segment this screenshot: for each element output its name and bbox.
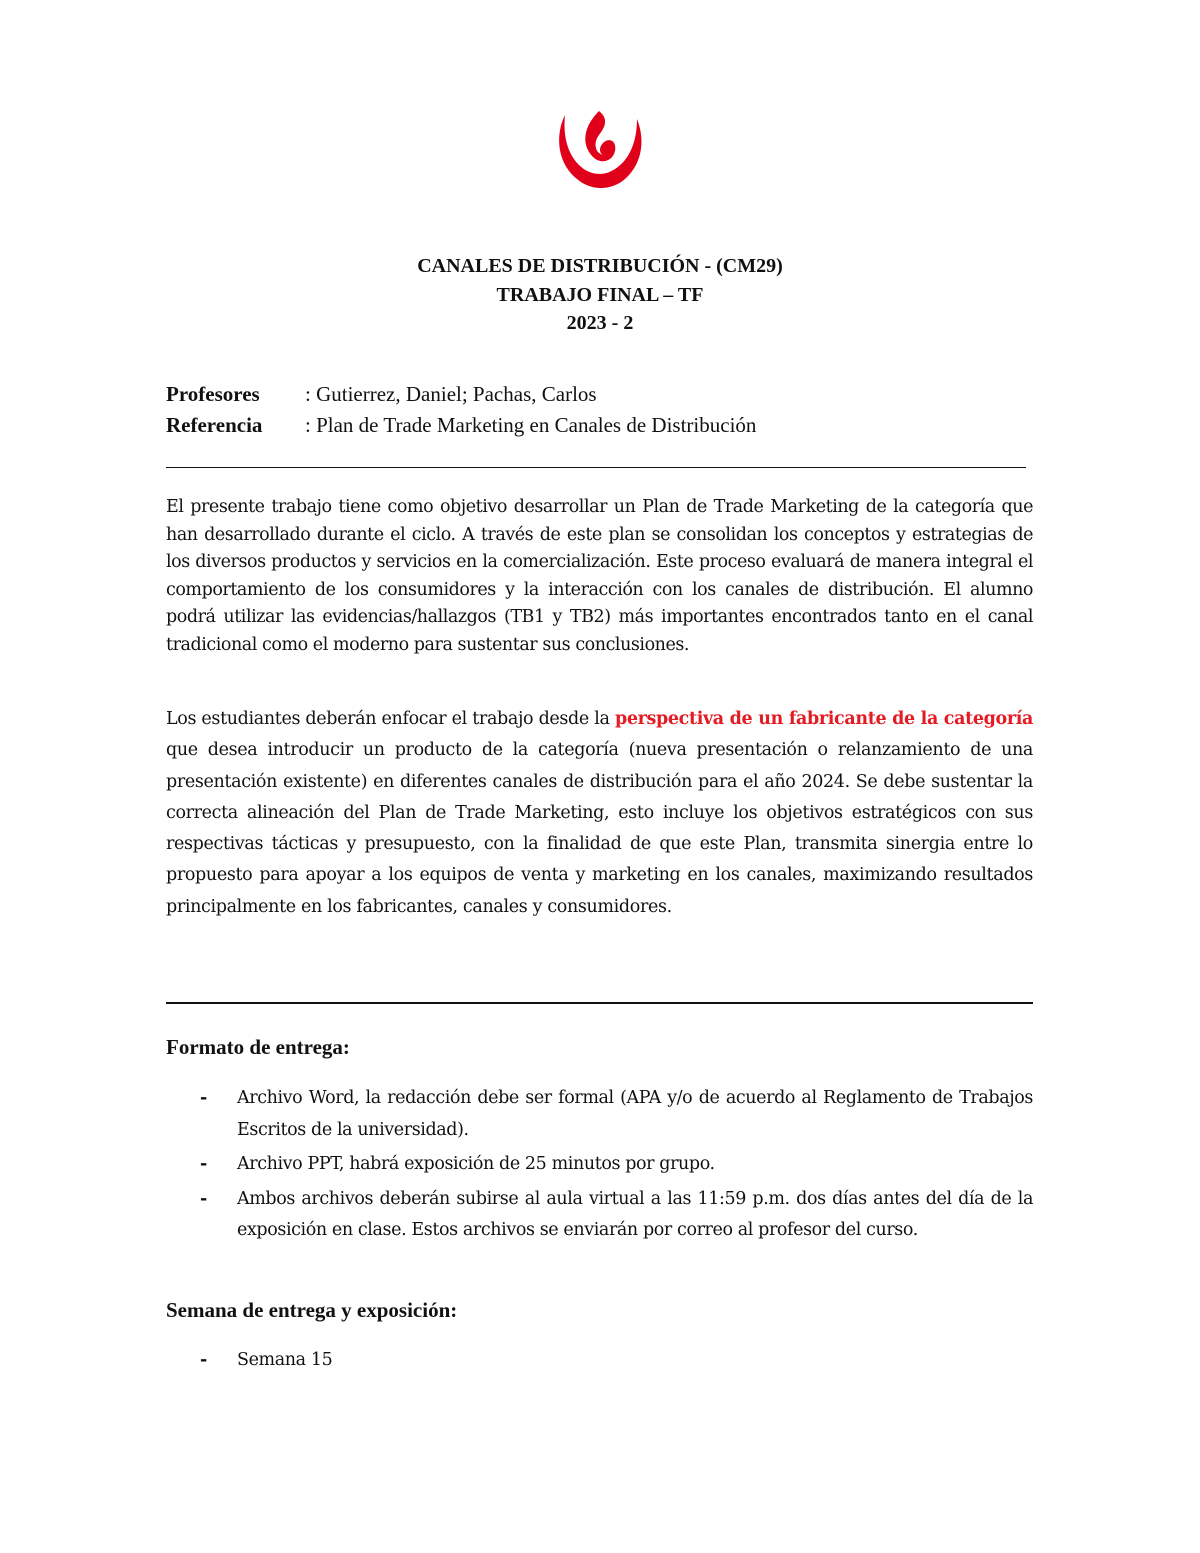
delivery-week-list	[166, 1345, 1033, 1380]
list-item	[166, 1083, 1033, 1146]
list-item	[166, 1184, 1033, 1247]
intro-paragraph: El presente trabajo tiene como objetivo desarrollar un Plan de Trade Marketing de la categoría que han desarrollado durante el ciclo. A través de este plan se consolidan los conceptos y estrategias de los diversos productos y servicios en la comercialización. Este proceso evaluará de manera integral el comportamiento de los consumidores y la interacción con los canales de distribución. El alumno podrá utilizar las evidencias/hallazgos (TB1 y TB2) más importantes encontrados tanto en el canal tradicional como el moderno para sustentar sus conclusiones.	[166, 497, 1033, 655]
reference-value: : Plan de Trade Marketing en Canales de Distribución	[305, 413, 757, 437]
bullet-dash: -	[200, 1088, 207, 1108]
perspective-rest: que desea introducir un producto de la categoría (nueva presentación o relanzamiento de una presentación existente) en diferentes canales de distribución para el año 2024. Se debe sustentar la correcta alineación del Plan de Trade Marketing, esto incluye los objetivos estratégicos con sus respectivas tácticas y presupuesto, con la finalidad de que este Plan, transmita sinergia entre lo propuesto para apoyar a los equipos de venta y marketing en los canales, maximizando resultados principalmente en los fabricantes, canales y consumidores.	[166, 740, 1033, 917]
delivery-format-list	[166, 1083, 1033, 1250]
list-item	[166, 1345, 1033, 1377]
professors-label: Profesores	[166, 382, 260, 406]
delivery-week-title: Semana de entrega y exposición:	[166, 1298, 458, 1322]
perspective-paragraph	[166, 704, 1033, 923]
perspective-intro: Los estudiantes deberán enfocar el trabajo desde la	[166, 709, 615, 729]
professors-value: : Gutierrez, Daniel; Pachas, Carlos	[305, 382, 597, 406]
term-label: 2023 - 2	[566, 312, 634, 334]
list-item	[166, 1149, 1033, 1181]
university-logo-icon	[553, 107, 645, 191]
perspective-highlight: perspectiva de un fabricante de la categoría	[614, 709, 1033, 729]
bullet-dash: -	[200, 1188, 207, 1209]
course-title: CANALES DE DISTRIBUCIÓN - (CM29)	[417, 255, 783, 277]
reference-label: Referencia	[166, 413, 263, 437]
divider-top	[166, 467, 1026, 468]
list-item-text: Ambos archivos deberán subirse al aula virtual a las 11:59 p.m. dos días antes del día de la exposición en clase. Estos archivos se enviarán por correo al profesor del curso.	[237, 1188, 1033, 1240]
list-item-text: Archivo PPT, habrá exposición de 25 minutos por grupo.	[237, 1154, 715, 1174]
divider-bottom	[166, 1002, 1033, 1004]
document-header	[0, 252, 1200, 338]
list-item-text: Archivo Word, la redacción debe ser formal (APA y/o de acuerdo al Reglamento de Trabajos Escritos de la universidad).	[237, 1088, 1033, 1140]
list-item-text: Semana 15	[237, 1350, 333, 1370]
bullet-dash: -	[200, 1154, 207, 1174]
delivery-format-title: Formato de entrega:	[166, 1035, 350, 1059]
assignment-title: TRABAJO FINAL – TF	[496, 283, 704, 306]
bullet-dash: -	[200, 1350, 207, 1370]
